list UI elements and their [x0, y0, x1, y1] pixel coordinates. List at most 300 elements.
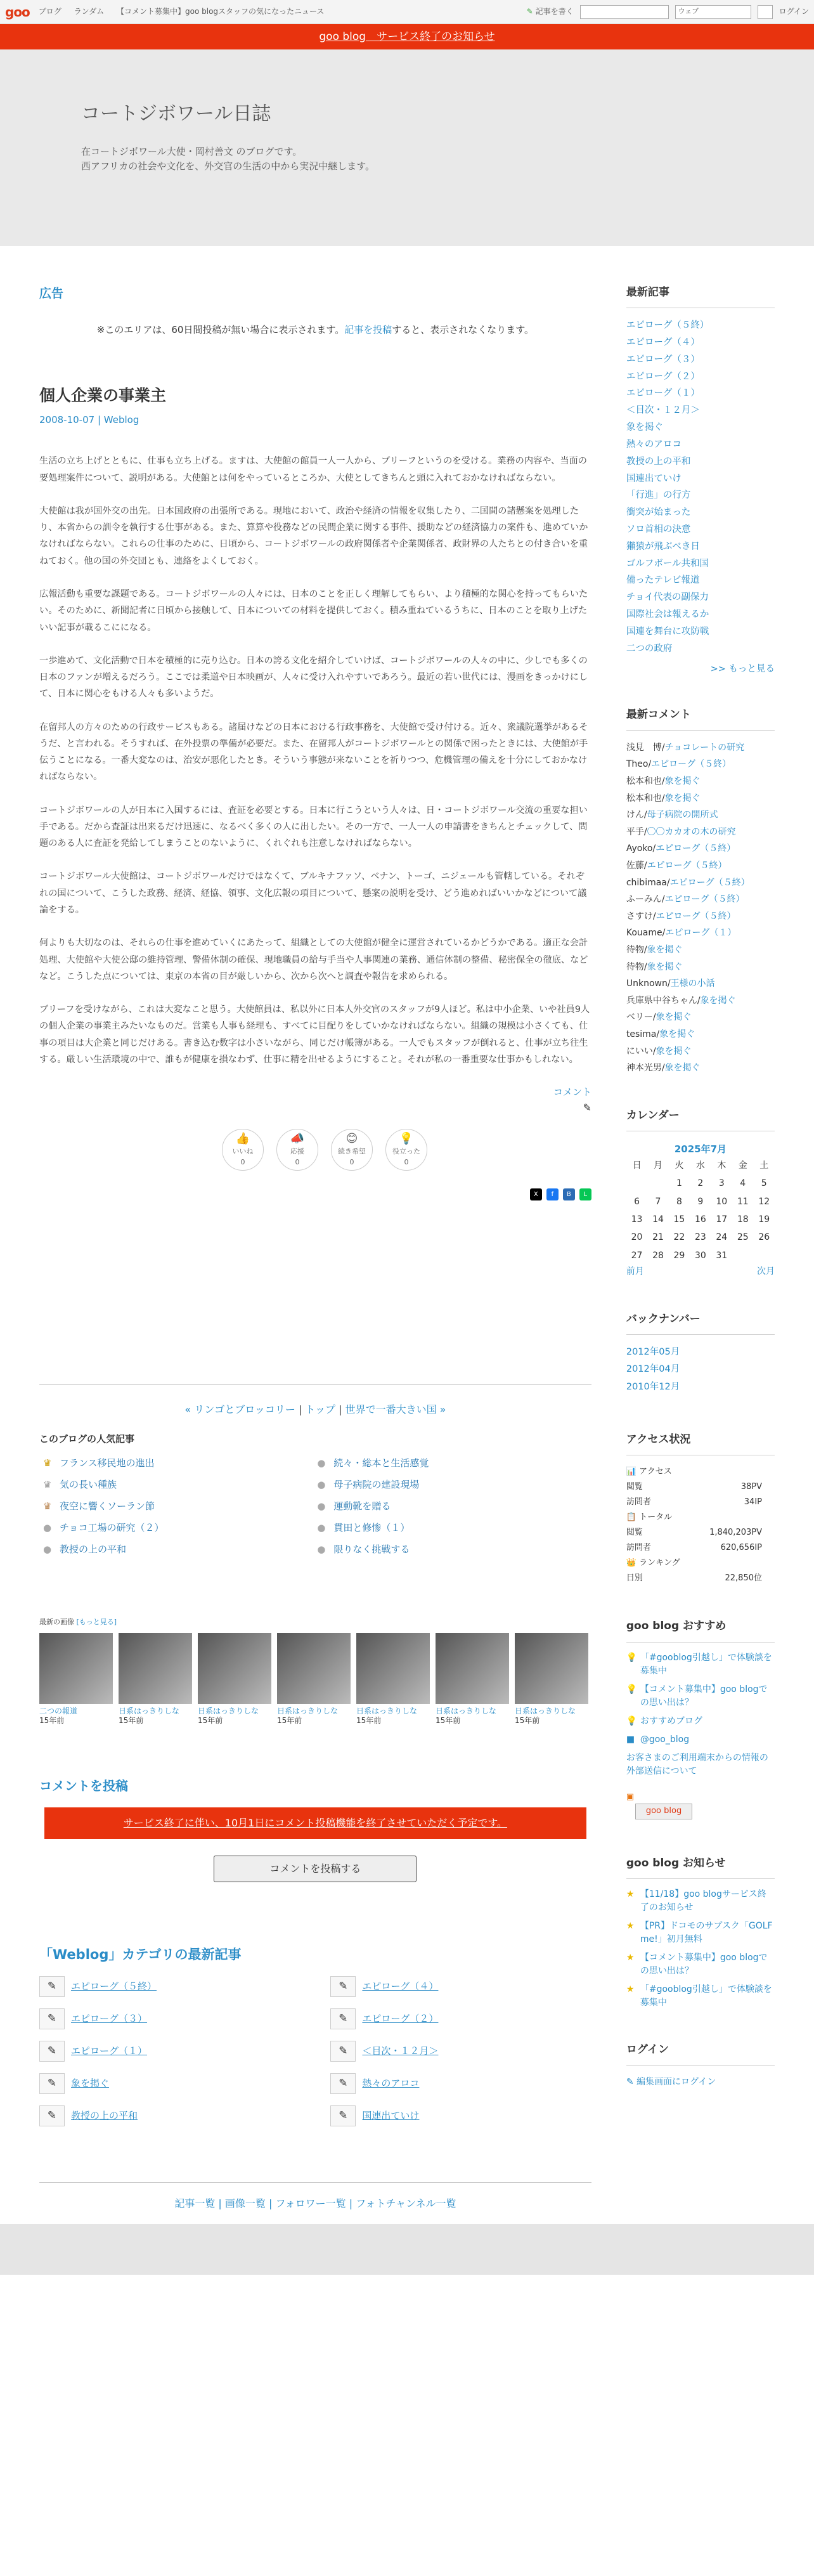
- recent-item[interactable]: 教授の上の平和: [626, 456, 691, 467]
- category-item[interactable]: [39, 2008, 300, 2029]
- calendar-month: 2025年7月: [674, 1143, 727, 1155]
- comment-sep: /: [656, 1029, 660, 1039]
- circle-icon: ●: [43, 1544, 52, 1556]
- bulb-icon: 💡: [626, 1652, 638, 1663]
- recommend-item[interactable]: [626, 1715, 775, 1728]
- circle-icon: ●: [317, 1544, 326, 1556]
- gooblog-button[interactable]: goo blog: [635, 1804, 692, 1819]
- next-article-link[interactable]: 世界で一番大きい国 »: [345, 1403, 446, 1415]
- footer-sep: |: [215, 2197, 225, 2209]
- edit-login-text[interactable]: 編集画面にログイン: [636, 2076, 716, 2087]
- thumb-caption[interactable]: 日系はっきりしな: [119, 1706, 180, 1715]
- post-comment-button[interactable]: コメントを投稿する: [214, 1856, 417, 1882]
- popular-item[interactable]: [317, 1499, 591, 1514]
- comment-item[interactable]: [626, 1026, 775, 1043]
- recent-item[interactable]: エピローグ（５終）: [626, 320, 709, 331]
- recent-item[interactable]: ソロ首相の決意: [626, 524, 691, 535]
- cal-prev-link[interactable]: 前月: [626, 1266, 644, 1277]
- notice-text[interactable]: 【コメント募集中】goo blogでの思い出は？: [640, 1953, 768, 1977]
- comment-article-link[interactable]: 象を掲ぐ: [647, 944, 683, 955]
- views-label: 閲覧: [626, 1528, 643, 1538]
- footer-sep: |: [346, 2197, 356, 2209]
- comment-item[interactable]: [626, 840, 775, 857]
- popular-item[interactable]: [317, 1520, 591, 1535]
- calendar-nav: [626, 1265, 775, 1278]
- write-article-link[interactable]: [527, 6, 574, 18]
- document-icon: ✎: [330, 2008, 356, 2029]
- footer-links: [39, 2182, 591, 2225]
- comment-article-link[interactable]: 象を掲ぐ: [664, 793, 701, 803]
- footer-images-link[interactable]: 画像一覧: [224, 2197, 266, 2209]
- category-link[interactable]: エピローグ（５終）: [71, 1981, 157, 1993]
- recent-item[interactable]: 熱々のアロコ: [626, 439, 682, 450]
- edit-login-link[interactable]: [626, 2075, 775, 2089]
- footer-sep: |: [265, 2197, 276, 2209]
- comment-article-link[interactable]: チョコレートの研究: [664, 742, 745, 753]
- recent-item[interactable]: チョイ代表の副保力: [626, 592, 709, 603]
- facebook-share-icon[interactable]: f: [546, 1188, 559, 1200]
- reaction-more[interactable]: [331, 1129, 373, 1171]
- calendar-day: 19: [758, 1214, 770, 1225]
- comment-article-link[interactable]: 象を掲ぐ: [647, 961, 683, 972]
- notice-item[interactable]: [626, 1983, 775, 2010]
- star-icon: ★: [626, 1984, 635, 1995]
- recent-item[interactable]: ゴルフボール共和国: [626, 558, 709, 569]
- comment-sep: /: [661, 793, 665, 803]
- visitors-value: 34IP: [744, 1497, 762, 1507]
- comment-article-link[interactable]: エピローグ（５終）: [669, 877, 750, 888]
- calendar-table: [626, 1157, 775, 1265]
- thumbnail-image[interactable]: [119, 1633, 192, 1704]
- category-link[interactable]: 教授の上の平和: [71, 2110, 138, 2122]
- popular-item[interactable]: [317, 1455, 591, 1471]
- blog-desc-2: 西アフリカの社会や文化を、外交官の生活の中から実況中継します。: [81, 160, 375, 172]
- comment-sep: /: [662, 928, 666, 939]
- search-input[interactable]: [580, 5, 669, 19]
- login-heading: ログイン: [626, 2041, 775, 2065]
- comment-sep: /: [667, 979, 671, 989]
- category-latest: [39, 1944, 591, 2126]
- footer-photo-link[interactable]: フォトチャンネル一覧: [356, 2197, 456, 2209]
- daily-value: 22,850位: [725, 1573, 762, 1584]
- recent-item[interactable]: エピローグ（２）: [626, 371, 700, 382]
- blog-title[interactable]: コートジボワール日誌: [81, 103, 271, 125]
- document-icon: ✎: [330, 1976, 356, 1997]
- popular-heading: このブログの人気記事: [39, 1433, 135, 1445]
- recent-item[interactable]: 国連出ていけ: [626, 473, 682, 484]
- footer-followers-link[interactable]: フォロワー一覧: [275, 2197, 346, 2209]
- circle-icon: ●: [317, 1457, 326, 1469]
- article-title[interactable]: 個人企業の事業主: [39, 386, 167, 405]
- search-button[interactable]: [758, 5, 773, 19]
- weekday-label: 日: [632, 1160, 642, 1171]
- visitors-row: [626, 1495, 775, 1510]
- thumbnail-image[interactable]: [198, 1633, 271, 1704]
- popular-link[interactable]: チョコ工場の研究（２）: [60, 1522, 164, 1534]
- reaction-count: 0: [404, 1158, 409, 1167]
- crown-icon: ♛: [43, 1500, 52, 1512]
- notice-text[interactable]: 【PR】ドコモのサブスク「GOLF me!」初月無料: [640, 1921, 773, 1945]
- reaction-label: 役立った: [392, 1147, 420, 1155]
- thumb-caption[interactable]: 日系はっきりしな: [356, 1706, 418, 1715]
- thumb-caption[interactable]: 日系はっきりしな: [277, 1706, 339, 1715]
- category-link[interactable]: エピローグ（１）: [71, 2045, 148, 2057]
- reaction-like[interactable]: [222, 1129, 264, 1171]
- visitors-label: 訪問者: [626, 1543, 651, 1553]
- category-link[interactable]: エピローグ（２）: [362, 2013, 439, 2025]
- comment-item[interactable]: [626, 975, 775, 992]
- document-icon: ✎: [39, 2105, 65, 2126]
- thumb-date: 15年前: [39, 1716, 65, 1726]
- comment-article-link[interactable]: 象を掲ぐ: [656, 1012, 692, 1023]
- crown-icon: ♛: [43, 1457, 52, 1469]
- popular-link[interactable]: 気の長い種族: [60, 1479, 117, 1491]
- comment-sep: /: [643, 944, 647, 955]
- category-link[interactable]: エピローグ（４）: [362, 1981, 439, 1993]
- back-item[interactable]: 2012年05月: [626, 1346, 680, 1357]
- popular-item[interactable]: [43, 1499, 317, 1514]
- comment-author: ふーみん: [626, 894, 662, 905]
- blog-header: [0, 49, 814, 246]
- recent-item[interactable]: 二つの政府: [626, 643, 673, 654]
- thumbnail-image[interactable]: [436, 1633, 509, 1704]
- ad-heading: 広告: [39, 287, 64, 301]
- category-item[interactable]: [39, 2041, 300, 2062]
- notice-item[interactable]: [626, 1920, 775, 1946]
- thumb-date: 15年前: [198, 1716, 223, 1726]
- calendar-day: 25: [737, 1232, 749, 1243]
- footer-articles-link[interactable]: 記事一覧: [174, 2197, 216, 2209]
- top-right: [527, 5, 809, 19]
- thumbnail-image[interactable]: [39, 1633, 113, 1704]
- cheer-icon: 📣: [290, 1131, 305, 1145]
- comment-author: 待物: [626, 944, 644, 955]
- image-thumb[interactable]: [39, 1633, 113, 1726]
- comment-author: 松本和也: [626, 776, 662, 786]
- hatena-share-icon[interactable]: B: [563, 1188, 575, 1200]
- comment-item[interactable]: [626, 1009, 775, 1026]
- notice-heading: goo blog お知らせ: [626, 1855, 775, 1879]
- recent-more-link[interactable]: >> もっと見る: [710, 664, 775, 675]
- comment-article-link[interactable]: エピローグ（５終）: [664, 894, 745, 905]
- search-scope-select[interactable]: ウェブ: [675, 5, 751, 19]
- category-link[interactable]: 国連出ていけ: [362, 2110, 420, 2122]
- recent-item[interactable]: エピローグ（４）: [626, 337, 700, 348]
- popular-item[interactable]: [317, 1477, 591, 1492]
- x-share-icon[interactable]: X: [530, 1188, 542, 1200]
- comment-item[interactable]: [626, 790, 775, 807]
- article-paragraph: 生活の立ち上げとともに、仕事も立ち上げる。ますは、大使館の館員一人一人から、ブリーフというのを受ける。業務の内容や、当面の要処理案件について、説明がある。大使館とは何をやっているところか、大使としてきちんと頭に入れておかなければならない。: [39, 456, 587, 483]
- calendar-day: 23: [694, 1232, 706, 1243]
- popular-link[interactable]: 母子病院の建設現場: [333, 1479, 420, 1491]
- popular-item[interactable]: [317, 1542, 591, 1557]
- reaction-label: 続き希望: [338, 1147, 366, 1155]
- total-label: 📋 トータル: [626, 1512, 673, 1523]
- comment-article-link[interactable]: エピローグ（５終）: [651, 759, 732, 770]
- calendar-day: 13: [631, 1214, 643, 1225]
- image-thumb[interactable]: [436, 1633, 509, 1726]
- category-item[interactable]: [39, 2105, 300, 2126]
- recent-item[interactable]: 備ったテレビ報道: [626, 575, 700, 586]
- comment-article-link[interactable]: 象を掲ぐ: [659, 1029, 695, 1039]
- category-item[interactable]: [330, 1976, 591, 1997]
- calendar-day: 29: [673, 1250, 685, 1261]
- latest-images: [39, 1617, 591, 1726]
- views-value: 38PV: [740, 1482, 762, 1492]
- pencil-icon: ✎: [526, 6, 533, 16]
- recommend-item[interactable]: [626, 1651, 775, 1678]
- post-heading: コメントを投稿: [39, 1778, 128, 1794]
- edit-pen-icon[interactable]: ✎: [583, 1102, 591, 1114]
- reaction-useful[interactable]: [385, 1129, 427, 1171]
- daily-row: [626, 1571, 775, 1586]
- notice-text[interactable]: 「#gooblog引越し」で体験談を募集中: [640, 1984, 772, 2008]
- comment-article-link[interactable]: 〇〇カカオの木の研究: [647, 826, 736, 837]
- thumb-icon: 👍: [235, 1131, 250, 1145]
- recommend-text[interactable]: 「#gooblog引越し」で体験談を募集中: [640, 1652, 772, 1676]
- comment-item[interactable]: [626, 739, 775, 757]
- popular-link[interactable]: 教授の上の平和: [60, 1544, 127, 1556]
- calendar-day: [647, 1174, 668, 1192]
- recent-heading: 最新記事: [626, 284, 775, 308]
- category-link[interactable]: 熱々のアロコ: [362, 2078, 420, 2090]
- recommend-text[interactable]: おすすめブログ: [640, 1715, 702, 1726]
- article-nav: [39, 1385, 591, 1432]
- ad-pre: ※このエリアは、60日間投稿が無い場合に表示されます。: [96, 324, 345, 336]
- back-item[interactable]: 2012年04月: [626, 1364, 680, 1375]
- page-bottom: [0, 2224, 814, 2275]
- service-end-notice[interactable]: goo blog サービス終了のお知らせ: [0, 24, 814, 49]
- article-category-link[interactable]: Weblog: [103, 414, 139, 426]
- total-visitors-value: 620,656IP: [720, 1543, 762, 1553]
- notice-text[interactable]: 【11/18】goo blogサービス終了のお知らせ: [640, 1889, 766, 1913]
- recent-item[interactable]: 獺猿が飛ぶべき日: [626, 541, 700, 552]
- image-thumb[interactable]: [515, 1633, 588, 1726]
- weekday-label: 火: [675, 1160, 684, 1171]
- reaction-label: 応援: [290, 1147, 304, 1155]
- top-link[interactable]: トップ: [305, 1403, 336, 1415]
- popular-item[interactable]: [43, 1520, 317, 1535]
- recommend-text[interactable]: @goo_blog: [640, 1734, 690, 1745]
- calendar-day: 3: [718, 1178, 725, 1189]
- comment-author: けん: [626, 810, 644, 821]
- top-link-news[interactable]: 【コメント募集中】goo blogスタッフの気になったニュース: [117, 6, 325, 16]
- popular-link[interactable]: 限りなく挑戦する: [333, 1544, 410, 1556]
- article-meta: [39, 412, 591, 427]
- reaction-count: 0: [349, 1158, 354, 1167]
- main-column: [39, 246, 591, 2224]
- recent-item[interactable]: 国連を舞台に攻防戦: [626, 626, 709, 637]
- visitors-label: 訪問者: [626, 1497, 651, 1507]
- recent-item[interactable]: 象を掲ぐ: [626, 422, 663, 433]
- comment-item[interactable]: [626, 773, 775, 790]
- back-item[interactable]: 2010年12月: [626, 1381, 680, 1392]
- document-icon: ✎: [330, 2105, 356, 2126]
- comment-author: 待物: [626, 961, 644, 972]
- comment-item[interactable]: [626, 1043, 775, 1060]
- category-item[interactable]: [330, 2073, 591, 2094]
- comment-article-link[interactable]: 象を掲ぐ: [664, 1063, 701, 1074]
- bulb-icon: 💡: [399, 1131, 414, 1145]
- comment-author: chibimaa: [626, 877, 667, 888]
- popular-item[interactable]: [43, 1542, 317, 1557]
- comment-item[interactable]: [626, 959, 775, 976]
- line-share-icon[interactable]: L: [579, 1188, 591, 1200]
- category-item[interactable]: [39, 1976, 300, 1997]
- back-heading: バックナンバー: [626, 1311, 775, 1335]
- comment-author: ベリー: [626, 1012, 653, 1023]
- top-link-blog[interactable]: ブログ: [38, 6, 61, 16]
- comment-author: 浅見 博: [626, 742, 662, 753]
- notice-item[interactable]: [626, 1951, 775, 1978]
- comment-link[interactable]: コメント: [553, 1086, 591, 1098]
- comment-item[interactable]: [626, 1060, 775, 1077]
- document-icon: ✎: [39, 2008, 65, 2029]
- calendar-day: 4: [740, 1178, 746, 1189]
- category-heading: 「Weblog」カテゴリの最新記事: [39, 1947, 242, 1963]
- comment-author: 松本和也: [626, 793, 662, 803]
- x-logo-icon: ■: [626, 1734, 635, 1745]
- thumb-caption[interactable]: 日系はっきりしな: [515, 1706, 576, 1715]
- thumbnail-image[interactable]: [277, 1633, 351, 1704]
- popular-item[interactable]: [43, 1455, 317, 1471]
- crown-icon: ♛: [43, 1479, 52, 1491]
- comment-item[interactable]: [626, 756, 775, 773]
- reactions: [222, 1129, 591, 1171]
- thumbnail-image[interactable]: [515, 1633, 588, 1704]
- ad-post-link[interactable]: 記事を投稿: [344, 324, 392, 336]
- weekday-label: 木: [717, 1160, 727, 1171]
- category-item[interactable]: [330, 2105, 591, 2126]
- popular-link[interactable]: 貫田と修惨（１）: [333, 1522, 410, 1534]
- document-icon: ✎: [39, 2073, 65, 2094]
- recent-item[interactable]: ＜目次・１２月＞: [626, 405, 700, 416]
- comment-item[interactable]: [626, 875, 775, 892]
- thumb-date: 15年前: [119, 1716, 144, 1726]
- comment-author: 佐藤: [626, 860, 644, 871]
- recommend-list: [626, 1651, 775, 1778]
- comment-item[interactable]: [626, 925, 775, 942]
- image-thumb[interactable]: [356, 1633, 430, 1726]
- total-visitors-row: [626, 1540, 775, 1556]
- category-link[interactable]: ＜目次・１２月＞: [362, 2045, 439, 2057]
- category-link[interactable]: エピローグ（３）: [71, 2013, 148, 2025]
- image-thumb[interactable]: [277, 1633, 351, 1726]
- thumb-caption[interactable]: 日系はっきりしな: [198, 1706, 259, 1715]
- recent-item[interactable]: 国際社会は報えるか: [626, 609, 709, 620]
- thumb-caption[interactable]: 日系はっきりしな: [436, 1706, 497, 1715]
- comment-item[interactable]: [626, 824, 775, 841]
- popular-link[interactable]: 夜空に響くソーラン節: [60, 1500, 155, 1512]
- blog-desc-1: 在コートジボワール大使・岡村善文 のブログです。: [81, 146, 302, 157]
- recent-item[interactable]: 衝突が始まった: [626, 507, 691, 518]
- comment-sep: /: [643, 961, 647, 972]
- comment-article-link[interactable]: 王様の小話: [670, 979, 715, 989]
- comment-article-link[interactable]: エピローグ（５終）: [656, 843, 736, 854]
- comment-item[interactable]: [626, 942, 775, 959]
- back-list[interactable]: [626, 1344, 775, 1402]
- reaction-count: 0: [240, 1158, 245, 1167]
- top-link-random[interactable]: ランダム: [74, 6, 105, 16]
- calendar-day: 18: [737, 1214, 749, 1225]
- images-more-link[interactable]: [もっと見る]: [76, 1618, 117, 1627]
- category-item[interactable]: [330, 2008, 591, 2029]
- category-item[interactable]: [330, 2041, 591, 2062]
- nav-sep: |: [335, 1403, 346, 1415]
- popular-link[interactable]: 続々・総本と生活感覚: [333, 1457, 429, 1469]
- notice-item[interactable]: [626, 1888, 775, 1915]
- comment-article-link[interactable]: エピローグ（１）: [665, 928, 737, 939]
- comment-sep: /: [661, 1063, 665, 1074]
- comment-item[interactable]: [626, 908, 775, 925]
- comment-item[interactable]: [626, 807, 775, 824]
- popular-link[interactable]: フランス移民地の進出: [60, 1457, 155, 1469]
- access-label: 📊 アクセス: [626, 1466, 672, 1476]
- article-paragraph: 一歩進めて、文化活動で日本を積極的に売り込む。日本の誇る文化を紹介していけば、コートジボワールの人々の中に、少しでも多くの日本のファンが増えるだろう。ここでは柔道や日本映画が、人々に受け入れやすいであろう。最近の若い世代には、漫画をきっかけにして、日本に関心をもける人々も多いようだ。: [39, 655, 588, 699]
- recent-item[interactable]: 「行進」の行方: [626, 490, 691, 501]
- popular-item[interactable]: [43, 1477, 317, 1492]
- total-label-text: トータル: [639, 1512, 673, 1523]
- comment-sep: /: [661, 742, 665, 753]
- circle-icon: ●: [317, 1479, 326, 1491]
- calendar-day: 20: [631, 1232, 643, 1243]
- rss-icon[interactable]: ▣: [626, 1792, 635, 1802]
- recent-item[interactable]: エピローグ（３）: [626, 354, 700, 365]
- comment-article-link[interactable]: 母子病院の開所式: [647, 810, 718, 821]
- thumb-date: 15年前: [436, 1716, 461, 1726]
- comment-end-notice[interactable]: サービス終了に伴い、10月1日にコメント投稿機能を終了させていただく予定です。: [44, 1807, 586, 1839]
- comment-item[interactable]: [626, 891, 775, 908]
- comment-article-link[interactable]: エピローグ（５終）: [656, 911, 736, 921]
- recommend-text[interactable]: 【コメント募集中】goo blogでの思い出は？: [640, 1684, 768, 1708]
- comment-sep: /: [652, 843, 656, 854]
- thumb-date: 15年前: [515, 1716, 540, 1726]
- thumbnail-image[interactable]: [356, 1633, 430, 1704]
- gooblog-badge: [626, 1791, 775, 1820]
- comment-article-link[interactable]: 象を掲ぐ: [664, 776, 701, 786]
- external-info-link[interactable]: お客さまのご利用端末からの情報の外部送信について: [626, 1752, 768, 1776]
- goo-logo[interactable]: goo: [5, 4, 30, 20]
- comment-item[interactable]: [626, 857, 775, 875]
- category-link[interactable]: 象を掲ぐ: [71, 2078, 110, 2090]
- recommend-item[interactable]: [626, 1733, 775, 1747]
- recent-item[interactable]: エピローグ（１）: [626, 388, 700, 399]
- calendar-day: 31: [716, 1250, 728, 1261]
- category-item[interactable]: [39, 2073, 300, 2094]
- thumb-caption[interactable]: 二つの報道: [39, 1706, 78, 1715]
- comment-article-link[interactable]: 象を掲ぐ: [700, 995, 736, 1006]
- calendar-day: 14: [652, 1214, 664, 1225]
- article-paragraph: コートジボワール大使館は、コートジボワールだけではなくて、ブルキナファソ、ベナン、トーゴ、ニジェールも管轄している。それぞれの国について、こうした政務、経済、経協、領事、文化広報の項目について、懸案の説明を受け、どう進めればいいかなどについて議論をする。: [39, 871, 587, 915]
- popular-link[interactable]: 運動靴を贈る: [333, 1500, 391, 1512]
- comment-item[interactable]: [626, 992, 775, 1010]
- calendar-day: 28: [652, 1250, 664, 1261]
- reaction-cheer[interactable]: [276, 1129, 318, 1171]
- notice-list: [626, 1888, 775, 2010]
- image-thumb[interactable]: [119, 1633, 192, 1726]
- article-date: 2008-10-07: [39, 414, 95, 426]
- cal-next-link[interactable]: 次月: [757, 1266, 775, 1277]
- comment-article-link[interactable]: エピローグ（５終）: [647, 860, 727, 871]
- recommend-item[interactable]: [626, 1683, 775, 1710]
- login-link[interactable]: ログイン: [778, 6, 809, 16]
- prev-article-link[interactable]: « リンゴとブロッコリー: [184, 1403, 295, 1415]
- image-thumb[interactable]: [198, 1633, 271, 1726]
- calendar-day: 5: [761, 1178, 767, 1189]
- calendar-day: 26: [758, 1232, 770, 1243]
- comment-article-link[interactable]: 象を掲ぐ: [656, 1046, 692, 1057]
- smile-icon: 😊: [346, 1131, 358, 1145]
